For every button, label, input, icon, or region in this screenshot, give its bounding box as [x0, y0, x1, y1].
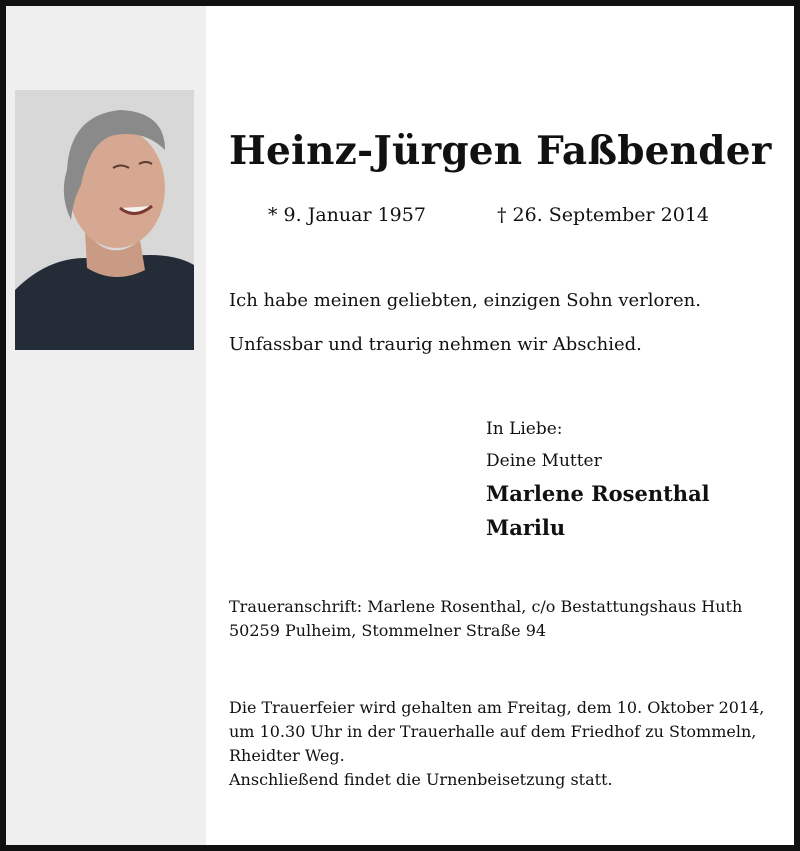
- signature-intro: In Liebe:: [486, 419, 563, 439]
- birth-date: * 9. Januar 1957: [268, 204, 426, 226]
- ceremony-line-2: um 10.30 Uhr in der Trauerhalle auf dem Friedhof zu Stommeln,: [229, 722, 757, 741]
- ceremony-line-1: Die Trauerfeier wird gehalten am Freitag, dem 10. Oktober 2014,: [229, 698, 765, 717]
- portrait-photo: [15, 90, 194, 350]
- signature-name-1: Marlene Rosenthal: [486, 481, 710, 506]
- death-date: † 26. September 2014: [497, 204, 709, 226]
- message-line-2: Unfassbar und traurig nehmen wir Abschied.: [229, 334, 642, 355]
- message-line-1: Ich habe meinen geliebten, einzigen Sohn verloren.: [229, 290, 701, 311]
- ceremony-line-4: Anschließend findet die Urnenbeisetzung statt.: [229, 770, 613, 789]
- portrait-illustration: [15, 90, 194, 350]
- signature-name-2: Marilu: [486, 515, 566, 540]
- address-line-2: 50259 Pulheim, Stommelner Straße 94: [229, 621, 547, 640]
- ceremony-line-3: Rheidter Weg.: [229, 746, 345, 765]
- deceased-name: Heinz-Jürgen Faßbender: [229, 128, 772, 174]
- signature-relation: Deine Mutter: [486, 451, 602, 471]
- address-line-1: Traueranschrift: Marlene Rosenthal, c/o Bestattungshaus Huth: [229, 597, 743, 616]
